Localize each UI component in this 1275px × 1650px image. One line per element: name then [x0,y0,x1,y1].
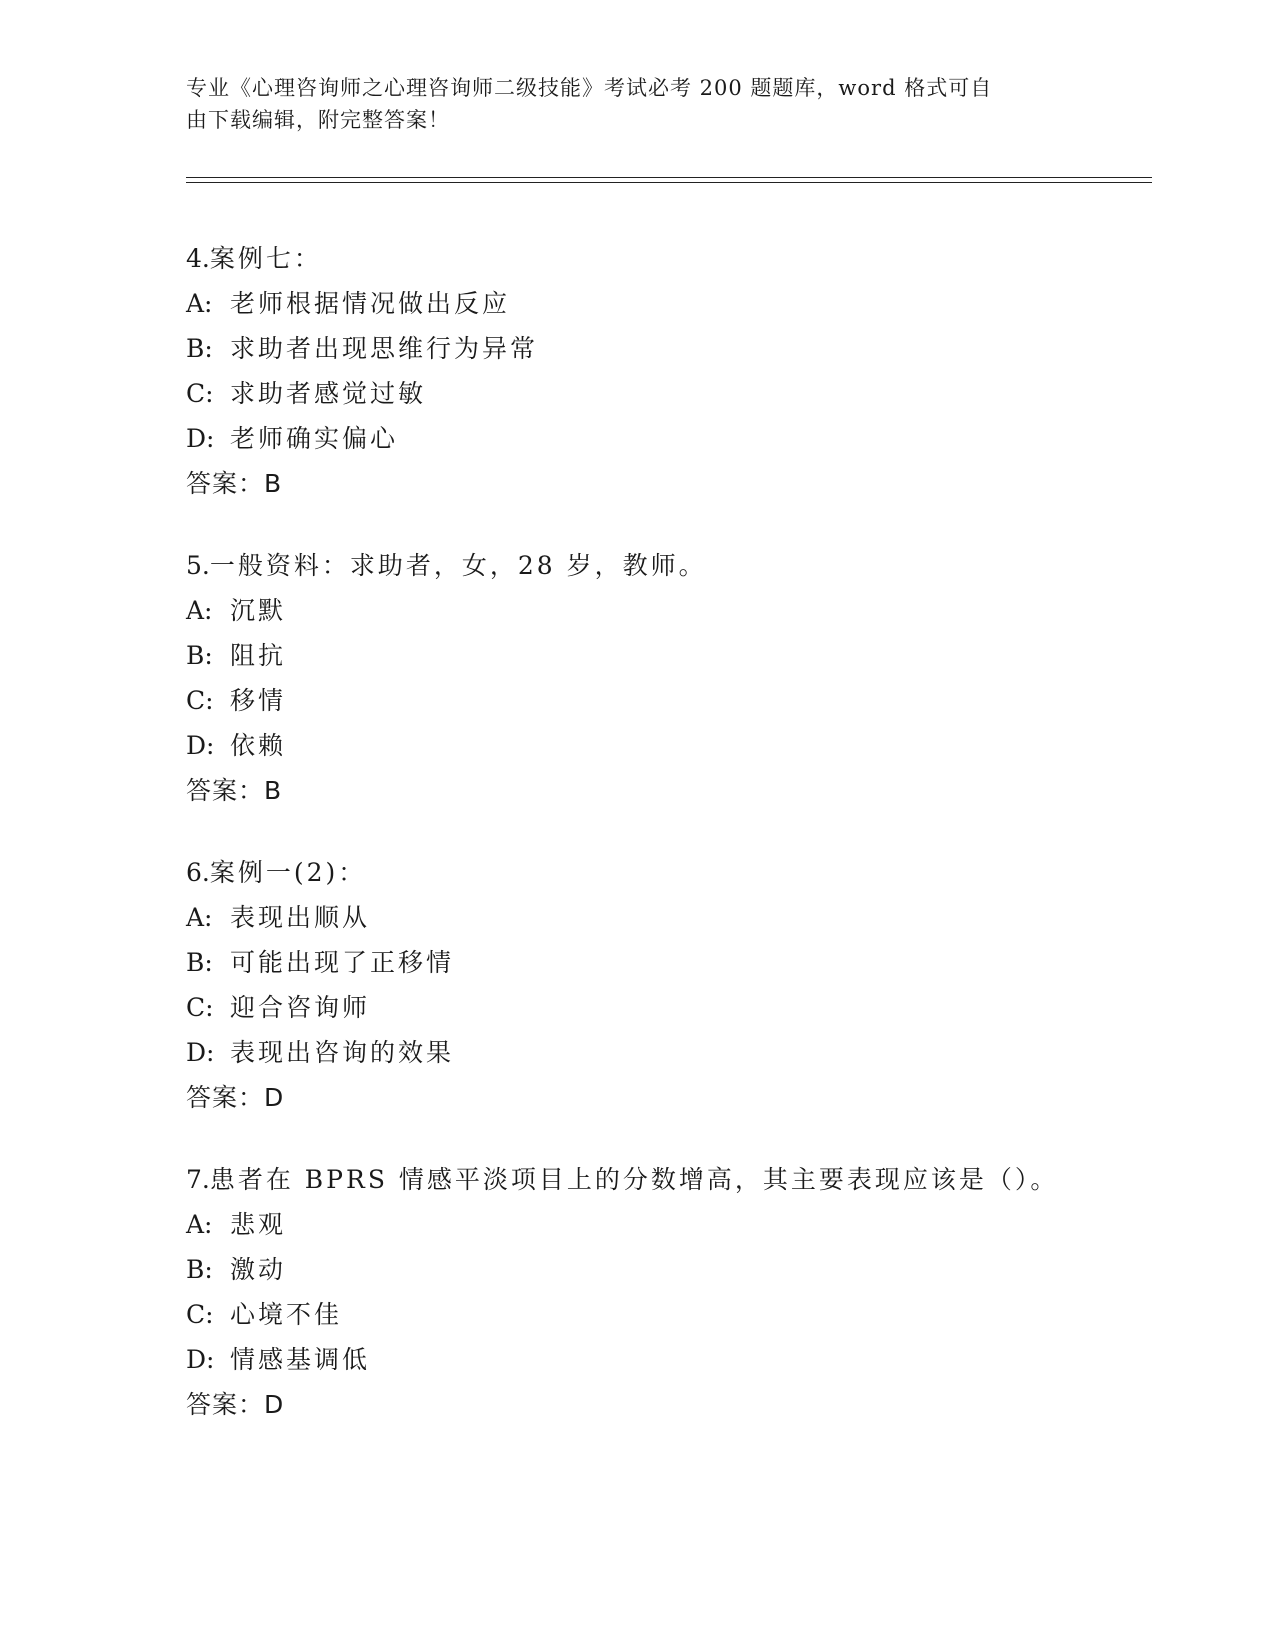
option-b [186,1247,1146,1292]
option-text: 迎合咨询师 [230,993,371,1022]
option-a [186,895,1146,940]
option-text: 表现出咨询的效果 [230,1038,455,1067]
option-text: 心境不佳 [230,1300,343,1329]
question-title [186,236,1146,281]
question-number: 4. [186,244,210,273]
option-a [186,588,1146,633]
option-text: 老师根据情况做出反应 [230,289,511,318]
option-d [186,416,1146,461]
option-b [186,633,1146,678]
option-text: 激动 [230,1255,287,1284]
option-key: B: [186,641,213,670]
question-6 [186,850,1146,1120]
option-key: D: [186,1038,215,1067]
question-4 [186,236,1146,506]
answer-line: 答案：B [186,776,283,805]
option-key: C: [186,1300,214,1329]
option-b [186,326,1146,371]
answer-line: 答案：D [186,1390,285,1419]
option-d [186,1030,1146,1075]
option-key: A: [186,596,213,625]
option-key: C: [186,686,214,715]
option-text: 老师确实偏心 [230,424,399,453]
option-text: 悲观 [230,1210,287,1239]
header-line-2: 由下载编辑，附完整答案！ [186,108,450,132]
question-title [186,850,1146,895]
option-b [186,940,1146,985]
option-text: 沉默 [230,596,287,625]
option-key: A: [186,289,213,318]
option-key: D: [186,424,215,453]
option-d [186,1337,1146,1382]
option-text: 求助者感觉过敏 [230,379,427,408]
option-key: B: [186,1255,213,1284]
answer-line: 答案：D [186,1083,285,1112]
option-a [186,1202,1146,1247]
question-7 [186,1157,1146,1427]
question-list [186,236,1146,1464]
answer-line: 答案：B [186,469,283,498]
option-key: A: [186,1210,213,1239]
option-text: 求助者出现思维行为异常 [230,334,539,363]
question-title [186,1157,1146,1202]
option-c [186,985,1146,1030]
option-text: 依赖 [230,731,287,760]
option-key: D: [186,731,215,760]
option-d [186,723,1146,768]
option-key: B: [186,948,213,977]
question-number: 7. [186,1165,210,1194]
option-key: D: [186,1345,215,1374]
header-divider-bottom [186,182,1152,183]
option-text: 可能出现了正移情 [230,948,455,977]
option-text: 情感基调低 [230,1345,371,1374]
option-c [186,371,1146,416]
question-text: 一般资料：求助者，女，28 岁，教师。 [209,551,707,580]
header-line-1: 专业《心理咨询师之心理咨询师二级技能》考试必考 200 题题库，word 格式可自 [186,76,993,100]
option-a [186,281,1146,326]
option-key: A: [186,903,213,932]
header-divider-top [186,177,1152,178]
option-key: C: [186,379,214,408]
option-text: 移情 [230,686,287,715]
question-number: 6. [186,858,210,887]
option-key: C: [186,993,214,1022]
question-text: 案例一(2)： [209,858,367,887]
document-header [186,72,1066,136]
question-title [186,543,1146,588]
option-text: 阻抗 [230,641,287,670]
question-text: 患者在 BPRS 情感平淡项目上的分数增高，其主要表现应该是（）。 [209,1165,1059,1194]
question-5 [186,543,1146,813]
question-text: 案例七： [209,244,322,273]
option-c [186,1292,1146,1337]
option-text: 表现出顺从 [230,903,371,932]
question-number: 5. [186,551,210,580]
option-key: B: [186,334,213,363]
option-c [186,678,1146,723]
